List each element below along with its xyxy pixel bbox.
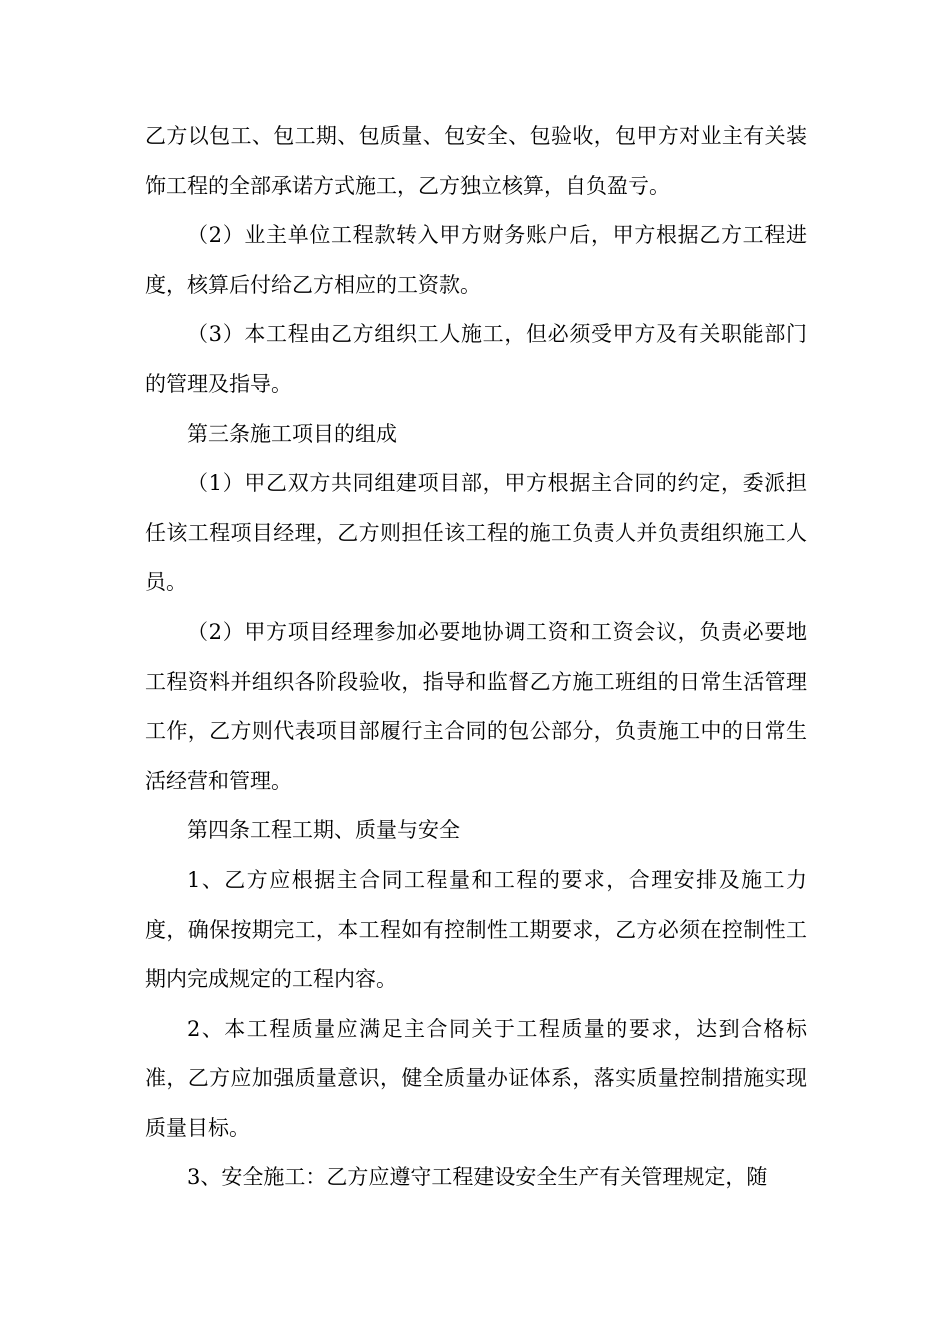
paragraph-workers-management: （3）本工程由乙方组织工人施工，但必须受甲方及有关职能部门的管理及指导。 (145, 322, 807, 396)
section-heading-article-3: 第三条施工项目的组成 (187, 421, 397, 446)
paragraph-project-manager-duties: （2）甲方项目经理参加必要地协调工资和工资会议，负责必要地工程资料并组织各阶段验收，指导和监督乙方施工班组的日常生活管理工作，乙方则代表项目部履行主合同的包公部分，负责施工中的日常生活经营和管理。 (145, 619, 807, 793)
paragraph-project-department: （1）甲乙双方共同组建项目部，甲方根据主合同的约定，委派担任该工程项目经理，乙方则担任该工程的施工负责人并负责组织施工人员。 (145, 471, 807, 595)
section-heading-article-4: 第四条工程工期、质量与安全 (187, 818, 460, 843)
document-page (145, 112, 807, 1203)
paragraph-payment: （2）业主单位工程款转入甲方财务账户后，甲方根据乙方工程进度，核算后付给乙方相应的工资款。 (145, 223, 807, 297)
paragraph-schedule: 1、乙方应根据主合同工程量和工程的要求，合理安排及施工力度，确保按期完工，本工程如有控制性工期要求，乙方必须在控制性工期内完成规定的工程内容。 (145, 867, 807, 992)
paragraph-quality: 2、本工程质量应满足主合同关于工程质量的要求，达到合格标准，乙方应加强质量意识，健全质量办证体系，落实质量控制措施实现质量目标。 (145, 1016, 807, 1140)
paragraph-safety: 3、安全施工：乙方应遵守工程建设安全生产有关管理规定，随 (187, 1165, 768, 1190)
paragraph-contract-method: 乙方以包工、包工期、包质量、包安全、包验收，包甲方对业主有关装饰工程的全部承诺方式施工，乙方独立核算，自负盈亏。 (145, 124, 807, 198)
